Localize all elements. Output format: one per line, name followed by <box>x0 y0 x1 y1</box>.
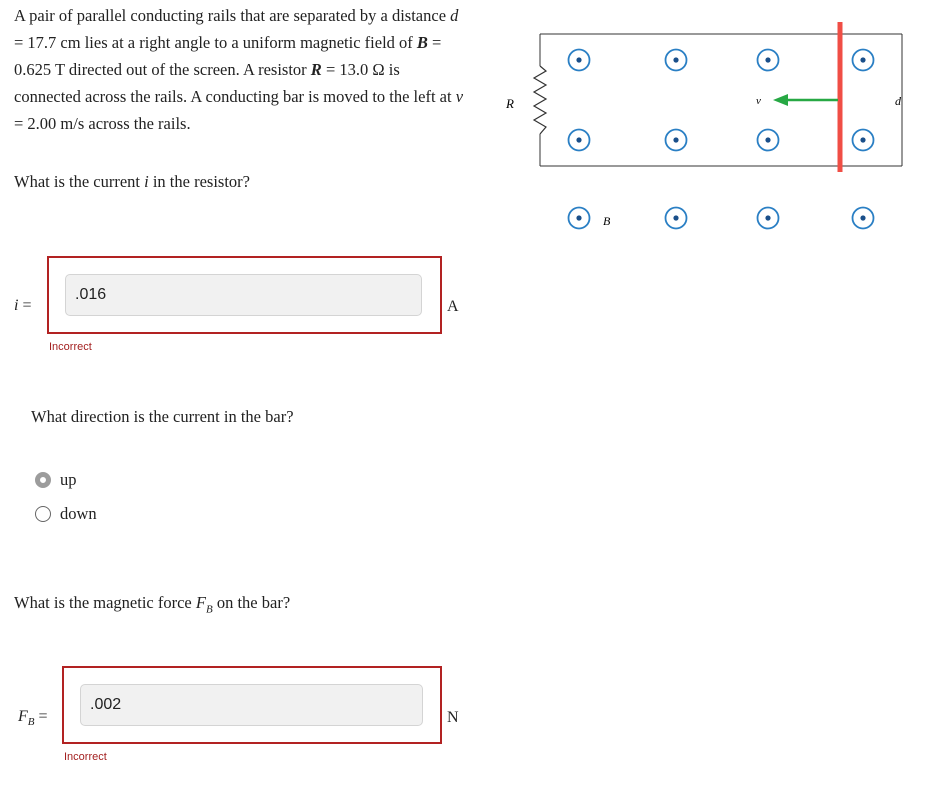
var-R: R <box>310 60 322 79</box>
question-current-var: i <box>144 172 149 191</box>
problem-text-3: = 0.625 T directed out of the screen. A resistor <box>14 33 442 79</box>
field-dot-icon <box>569 208 590 229</box>
problem-text-1: A pair of parallel conducting rails that are separated by a distance <box>14 6 451 25</box>
field-dot-icon <box>666 130 687 151</box>
problem-statement <box>14 2 464 137</box>
force-label-eq: = <box>34 708 48 725</box>
force-answer-box <box>62 666 442 744</box>
current-label-var: i <box>14 297 19 314</box>
label-B: B <box>603 214 611 228</box>
field-dot-icon <box>853 50 874 71</box>
field-dot-icon <box>569 50 590 71</box>
radio-down[interactable] <box>35 506 51 522</box>
option-down[interactable] <box>35 504 97 524</box>
option-down-label: down <box>60 504 97 523</box>
field-dot-icon <box>666 208 687 229</box>
label-d: d <box>895 94 901 108</box>
velocity-arrow-icon <box>773 94 788 106</box>
problem-text-5: = 2.00 m/s across the rails. <box>14 114 191 133</box>
var-v: v <box>455 87 464 106</box>
var-d: d <box>450 6 459 25</box>
problem-text-2: = 17.7 cm lies at a right angle to a uniform magnetic field of <box>14 33 417 52</box>
question-force-sub: B <box>205 603 213 616</box>
label-v: v <box>756 95 761 107</box>
force-feedback: Incorrect <box>64 751 107 763</box>
force-unit: N <box>447 709 459 726</box>
current-answer-box <box>47 256 442 334</box>
field-dot-icon <box>853 208 874 229</box>
force-label-sub: B <box>27 716 35 729</box>
var-B: B <box>416 33 428 52</box>
option-up-label: up <box>60 470 77 489</box>
field-dot-icon <box>569 130 590 151</box>
field-dot-icon <box>758 208 779 229</box>
rail-diagram <box>490 0 952 250</box>
resistor-icon <box>534 66 546 134</box>
question-direction: What direction is the current in the bar? <box>31 407 294 426</box>
force-answer-label <box>18 708 48 728</box>
question-force-text: What is the magnetic force <box>14 593 196 612</box>
label-R: R <box>506 96 514 111</box>
current-feedback: Incorrect <box>49 341 92 353</box>
radio-up[interactable] <box>35 472 51 488</box>
current-answer-label <box>14 297 31 315</box>
field-dot-icon <box>758 50 779 71</box>
question-current-text-after: in the resistor? <box>148 172 250 191</box>
field-dot-icon <box>853 130 874 151</box>
option-up[interactable] <box>35 470 77 490</box>
field-dot-icon <box>666 50 687 71</box>
force-label-var: F <box>18 708 28 725</box>
current-label-eq: = <box>18 297 32 314</box>
question-force <box>14 593 290 615</box>
force-answer-input[interactable]: .002 <box>80 684 423 726</box>
current-unit: A <box>447 298 459 315</box>
field-dot-icon <box>758 130 779 151</box>
problem-text-4: = 13.0 Ω is connected across the rails. A conducting bar is moved to the left at <box>14 60 456 106</box>
question-force-text-after: on the bar? <box>212 593 291 612</box>
question-force-var: F <box>195 593 206 612</box>
current-answer-input[interactable]: .016 <box>65 274 422 316</box>
question-current <box>14 172 250 192</box>
question-current-text: What is the current <box>14 172 145 191</box>
field-dots <box>569 50 874 229</box>
